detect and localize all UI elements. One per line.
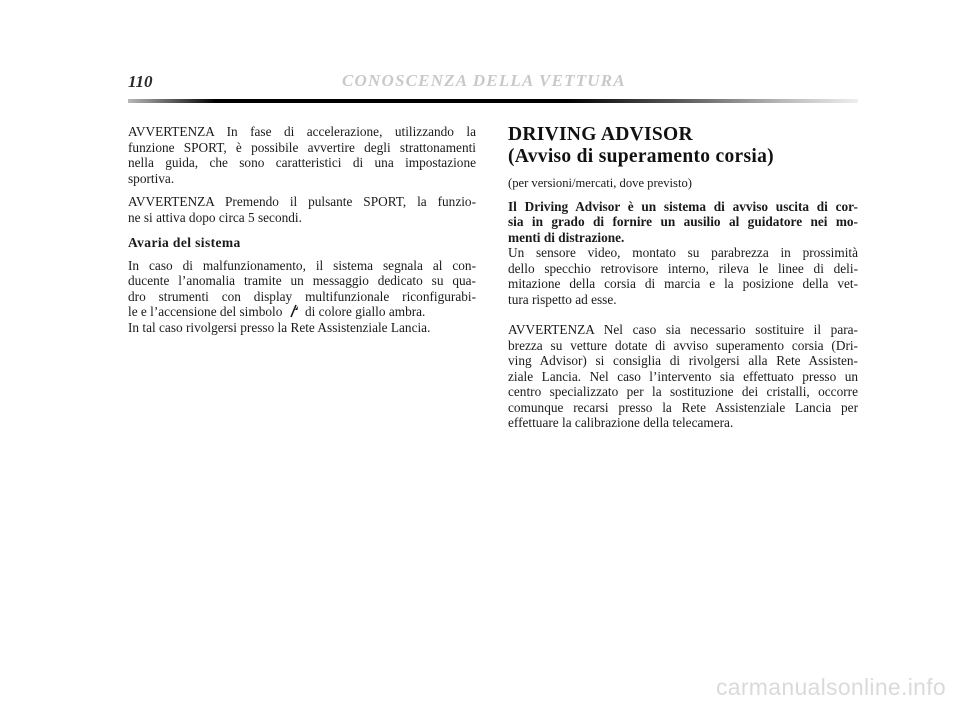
availability-note: (per versioni/mercati, dove previsto) [508,176,692,190]
warning-paragraph-sport-button [128,194,476,225]
subheading-system-failure: Avaria del sistema [128,235,241,250]
page-number: 110 [128,72,153,91]
text-line: centro specializzato per la sostituzione dei cristalli, occorre [508,384,858,399]
text-line: In caso di malfunzionamento, il sistema segnala al con- [128,257,476,273]
text-line: In tal caso rivolgersi presso la Rete Assistenziale Lancia. [128,319,431,335]
text-line: ducente l’anomalia tramite un messaggio dedicato su qua- [128,273,476,288]
text-line: comunque recarsi presso la Rete Assistenziale Lancia per [508,399,858,415]
text-line: Un sensore video, montato su parabrezza in prossimità [508,245,858,260]
intro-bold-paragraph [508,199,858,246]
text-line: AVVERTENZA Premendo il pulsante SPORT, la funzio- [128,194,476,209]
text-line: ziale Lancia. Nel caso l’intervento sia effettuato presso un [508,368,858,384]
text-line: sportiva. [128,170,175,186]
text-line: brezza su vetture dotate di avviso superamento corsia (Dri- [508,337,858,353]
text-fragment: le e l’accensione del simbolo [128,304,283,319]
warning-paragraph-windscreen [508,322,858,431]
section-title: DRIVING ADVISOR [508,124,693,145]
lane-departure-warning-icon [288,304,300,318]
text-line: AVVERTENZA Nel caso sia necessario sostituire il para- [508,322,858,337]
text-line: ving Advisor) si consiglia di rivolgersi alla Rete Assisten- [508,353,858,368]
text-fragment: di colore giallo ambra. [305,304,426,319]
text-line: funzione SPORT, è possibile avvertire degli strattonamenti [128,139,476,155]
text-line: Il Driving Advisor è un sistema di avviso uscita di cor- [508,198,858,214]
text-line: tura rispetto ad esse. [508,291,617,307]
text-line: effettuare la calibrazione della telecamera. [508,415,734,430]
text-line: ne si attiva dopo circa 5 secondi. [128,209,302,225]
text-line: mitazione della corsia di marcia e la posizione della vet- [508,276,858,291]
warning-paragraph-sport-acceleration [128,124,476,186]
text-line: AVVERTENZA In fase di accelerazione, utilizzando la [128,124,476,139]
system-failure-paragraph [128,258,476,336]
text-line: dello specchio retrovisore interno, rileva le linee di deli- [508,260,858,276]
sensor-description-paragraph [508,245,858,307]
text-line-with-symbol [128,304,476,320]
header-rule [128,99,858,103]
text-line: dro strumenti con display multifunzionale riconfigurabi- [128,288,476,304]
running-title: CONOSCENZA DELLA VETTURA [342,71,626,90]
text-line: menti di distrazione. [508,229,625,245]
text-line: nella guida, che sono caratteristici di una impostazione [128,155,476,170]
left-column [128,124,476,335]
section-subtitle: (Avviso di superamento corsia) [508,146,774,167]
text-line: sia in grado di fornire un ausilio al guidatore nei mo- [508,214,858,229]
watermark: carmanualsonline.info [715,674,946,700]
right-column [508,124,858,431]
